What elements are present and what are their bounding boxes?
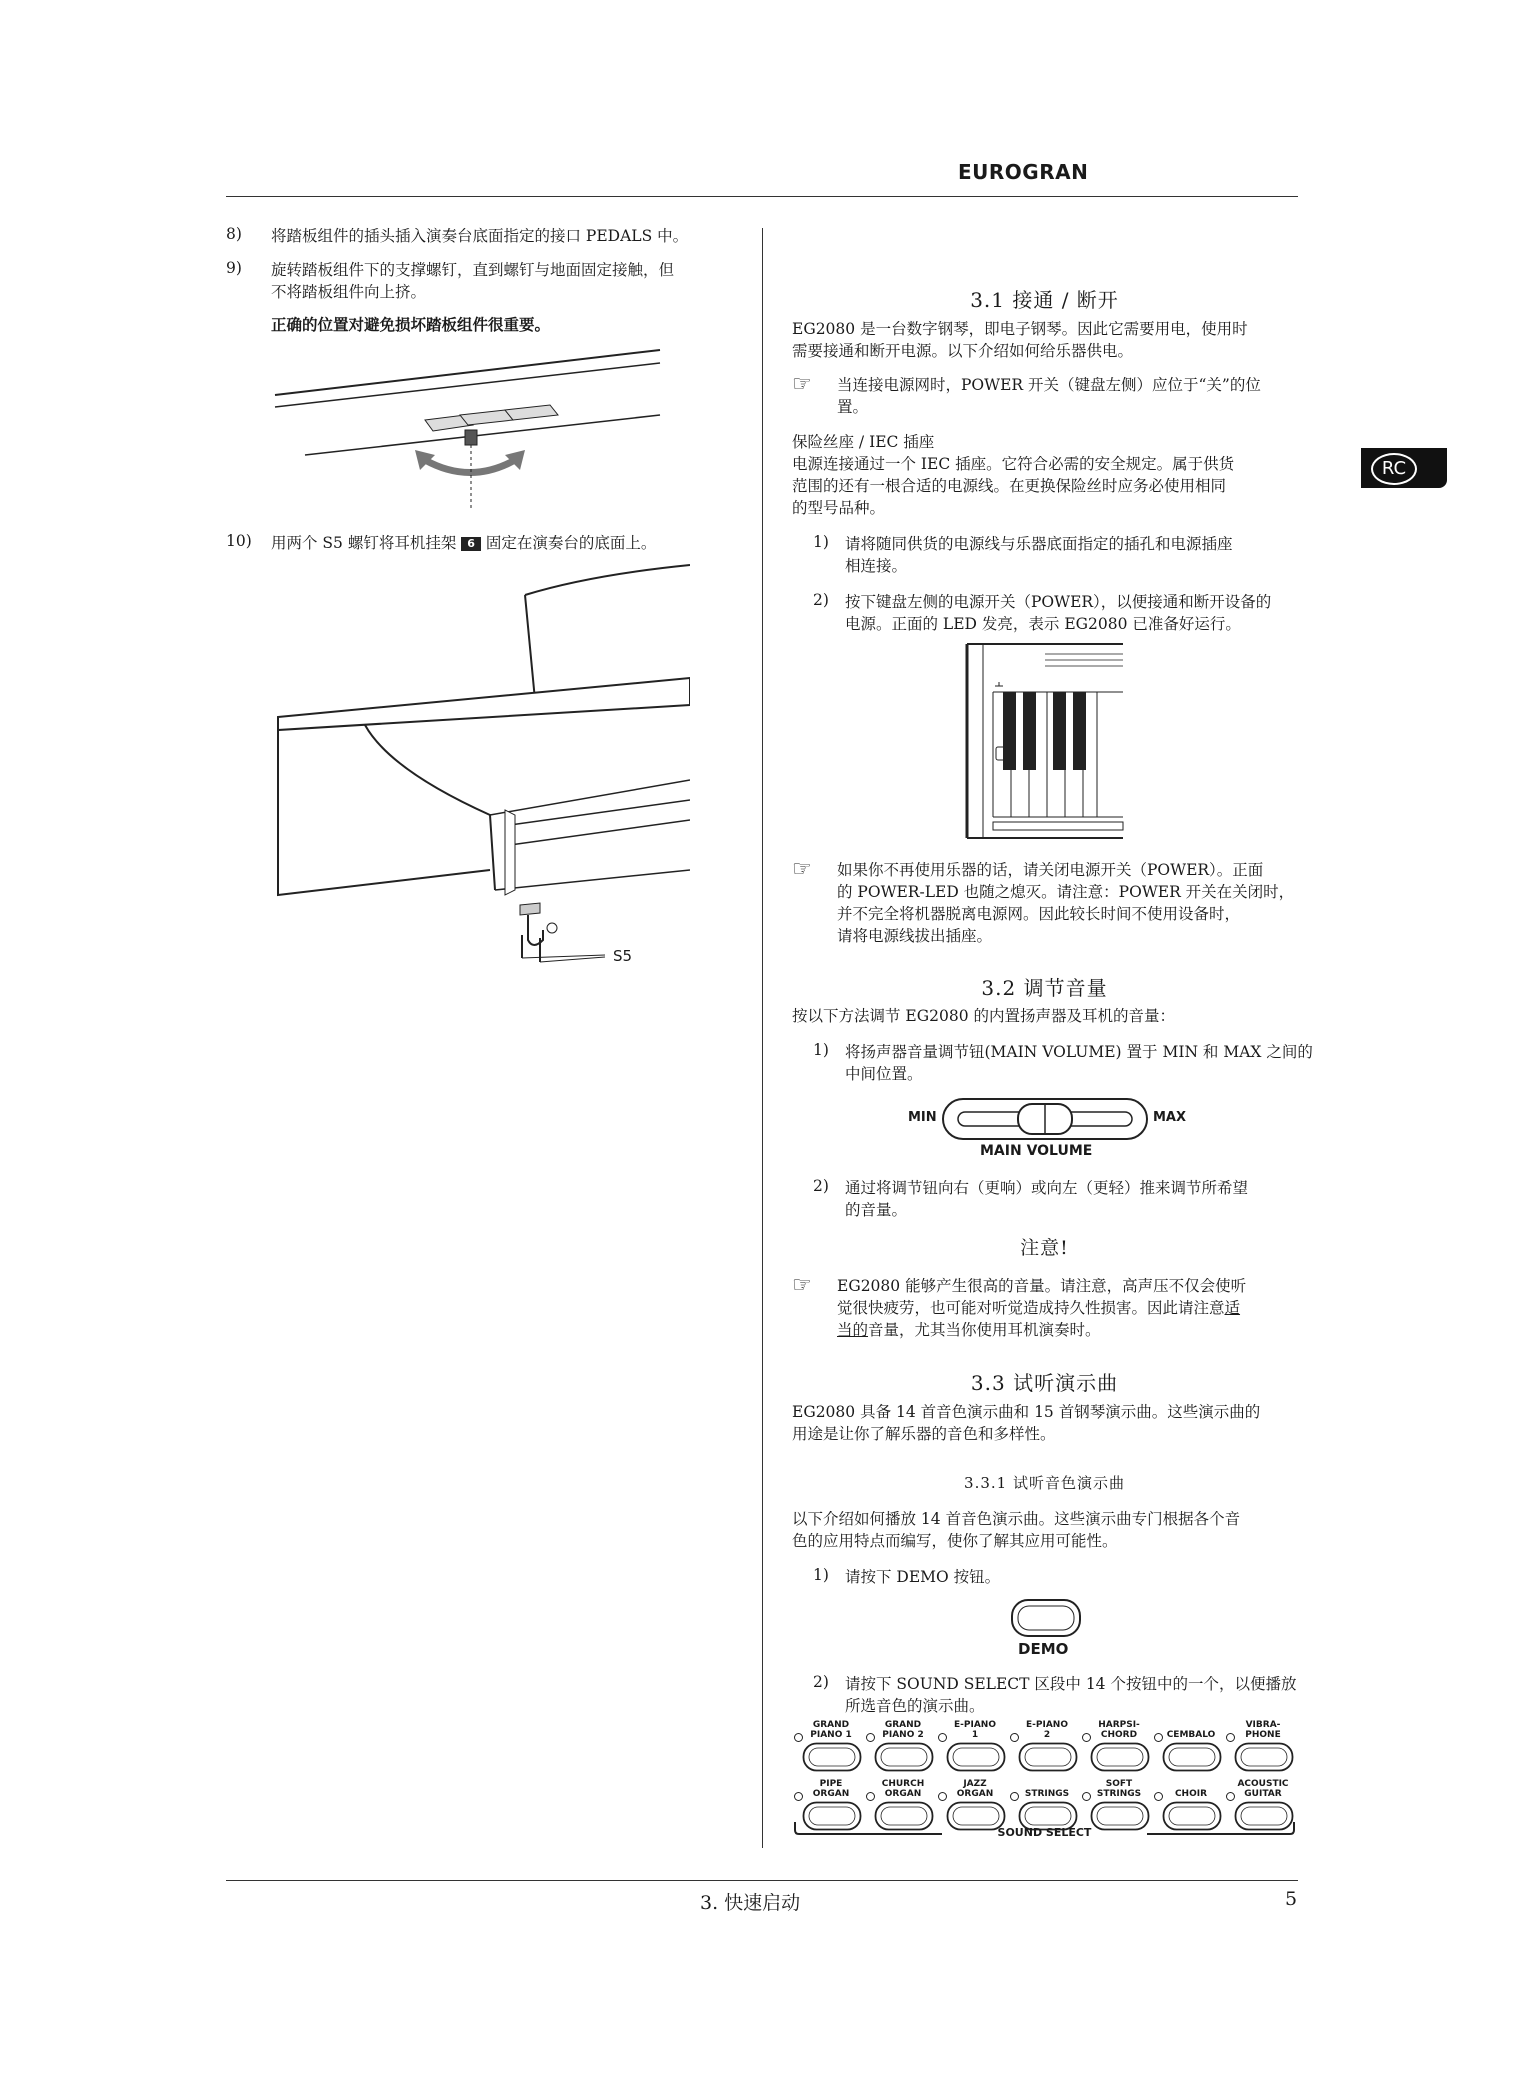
step-number: 10): [226, 532, 252, 550]
step-text: 相连接。: [845, 557, 908, 575]
part-number-badge: 6: [461, 537, 481, 551]
caution-heading: 注意!: [1020, 1237, 1069, 1259]
sound-button-cap[interactable]: [874, 1742, 934, 1772]
section-3-1-title: 3.1 接通 / 断开: [970, 288, 1119, 312]
sound-button-cap[interactable]: [1090, 1742, 1150, 1772]
section-3-2-title: 3.2 调节音量: [981, 976, 1108, 1000]
paragraph: 按以下方法调节 EG2080 的内置扬声器及耳机的音量：: [792, 1007, 1175, 1025]
sound-button-label: ACOUSTIC GUITAR: [1237, 1779, 1289, 1799]
step-text: 请按下 SOUND SELECT 区段中 14 个按钮中的一个，以便播放: [845, 1675, 1297, 1693]
sound-button-label: VIBRA- PHONE: [1245, 1720, 1281, 1740]
demo-button[interactable]: [1010, 1598, 1082, 1638]
sound-button-label: STRINGS: [1024, 1789, 1070, 1799]
step-number: 9): [226, 259, 242, 277]
chapter-title: 3. 快速启动: [700, 1892, 801, 1914]
step-text: 通过将调节钮向右（更响）或向左（更轻）推来调节所希望: [845, 1179, 1249, 1197]
step-text: 中间位置。: [845, 1065, 923, 1083]
note-text: 并不完全将机器脱离电源网。因此较长时间不使用设备时，: [837, 905, 1241, 923]
subheading: 保险丝座 / IEC 插座: [792, 433, 935, 451]
step-number: 8): [226, 225, 242, 243]
main-volume-label: MAIN VOLUME: [980, 1143, 1093, 1159]
paragraph: 需要接通和断开电源。以下介绍如何给乐器供电。: [792, 342, 1134, 360]
paragraph: 范围的还有一根合适的电源线。在更换保险丝时应务必使用相同: [792, 477, 1227, 495]
step-text: 将扬声器音量调节钮(MAIN VOLUME) 置于 MIN 和 MAX 之间的: [845, 1043, 1313, 1061]
caution-text: 当的音量，尤其当你使用耳机演奏时。: [837, 1321, 1101, 1339]
sound-button-label: GRAND PIANO 1: [810, 1720, 852, 1740]
paragraph: 的型号品种。: [792, 499, 886, 517]
sound-button-label: HARPSI- CHORD: [1098, 1720, 1140, 1740]
section-3-3-title: 3.3 试听演示曲: [970, 1371, 1119, 1395]
sound-button-label: E-PIANO 1: [954, 1720, 996, 1740]
sound-button-cap[interactable]: [802, 1742, 862, 1772]
paragraph: 以下介绍如何播放 14 首音色演示曲。这些演示曲专门根据各个音: [792, 1510, 1241, 1528]
headphone-hanger-illustration: [270, 560, 690, 970]
sound-button-cap[interactable]: [946, 1742, 1006, 1772]
step-text: 按下键盘左侧的电源开关（POWER），以便接通和断开设备的: [845, 593, 1272, 611]
sound-button-cap[interactable]: [1162, 1742, 1222, 1772]
step-9-text: 不将踏板组件向上挤。: [271, 283, 427, 301]
pedal-illustration: [270, 345, 670, 515]
brand-logo: EUROGRAN: [958, 160, 1089, 184]
note-text: 请将电源线拔出插座。: [837, 927, 993, 945]
paragraph: 用途是让你了解乐器的音色和多样性。: [792, 1425, 1056, 1443]
sound-button-label: GRAND PIANO 2: [882, 1720, 924, 1740]
step-text: 的音量。: [845, 1201, 908, 1219]
footer-rule: [226, 1880, 1298, 1881]
power-switch-illustration: [965, 642, 1125, 840]
step-number: 2): [813, 1673, 829, 1691]
step-number: 1): [813, 533, 829, 551]
step-number: 1): [813, 1041, 829, 1059]
paragraph: EG2080 是一台数字钢琴，即电子钢琴。因此它需要用电，使用时: [792, 320, 1248, 338]
page-number: 5: [1285, 1888, 1298, 1910]
subsection-title: 3.3.1 试听音色演示曲: [964, 1474, 1125, 1492]
sound-button-label: CEMBALO: [1166, 1730, 1216, 1740]
note-text: 的 POWER-LED 也随之熄灭。请注意：POWER 开关在关闭时，: [837, 883, 1295, 901]
sound-button-label: SOFT STRINGS: [1096, 1779, 1142, 1799]
step-text: 请将随同供货的电源线与乐器底面指定的插孔和电源插座: [845, 535, 1233, 553]
note-text: 如果你不再使用乐器的话，请关闭电源开关（POWER）。正面: [837, 861, 1264, 879]
sound-button-label: CHOIR: [1174, 1789, 1208, 1799]
column-divider: [762, 228, 763, 1848]
step-number: 2): [813, 591, 829, 609]
sound-button-label: PIPE ORGAN: [812, 1779, 850, 1799]
sound-button-label: CHURCH ORGAN: [881, 1779, 925, 1799]
caution-text: 觉很快疲劳，也可能对听觉造成持久性损害。因此请注意适: [837, 1299, 1241, 1317]
note-text: 当连接电源网时，POWER 开关（键盘左侧）应位于“关”的位: [837, 376, 1261, 394]
pointing-hand-icon: ☞: [792, 372, 812, 397]
max-label: MAX: [1153, 1110, 1187, 1125]
step-9-note: 正确的位置对避免损坏踏板组件很重要。: [271, 315, 551, 334]
language-tab: RC: [1361, 448, 1447, 488]
caution-text: EG2080 能够产生很高的音量。请注意，高声压不仅会使听: [837, 1277, 1247, 1295]
step-number: 1): [813, 1566, 829, 1584]
paragraph: 电源连接通过一个 IEC 插座。它符合必需的安全规定。属于供货: [792, 455, 1235, 473]
step-text: 所选音色的演示曲。: [845, 1697, 985, 1715]
sound-button-cap[interactable]: [1234, 1742, 1294, 1772]
paragraph: 色的应用特点而编写，使你了解其应用可能性。: [792, 1532, 1118, 1550]
sound-select-label: SOUND SELECT: [997, 1826, 1092, 1839]
step-text: 电源。正面的 LED 发亮，表示 EG2080 已准备好运行。: [845, 615, 1241, 633]
sound-button-cap[interactable]: [1018, 1742, 1078, 1772]
pointing-hand-icon: ☞: [792, 1273, 812, 1298]
step-8-text: 将踏板组件的插头插入演奏台底面指定的接口 PEDALS 中。: [271, 227, 689, 245]
step-10-text: 用两个 S5 螺钉将耳机挂架 6 固定在演奏台的底面上。: [271, 534, 657, 552]
min-label: MIN: [908, 1110, 937, 1125]
demo-label: DEMO: [1018, 1640, 1069, 1658]
screw-label: S5: [613, 947, 633, 965]
sound-button-label: E-PIANO 2: [1026, 1720, 1068, 1740]
step-number: 2): [813, 1177, 829, 1195]
pointing-hand-icon: ☞: [792, 857, 812, 882]
sound-button-label: JAZZ ORGAN: [956, 1779, 994, 1799]
header-rule: [226, 196, 1298, 197]
main-volume-slider: [940, 1096, 1150, 1142]
step-text: 请按下 DEMO 按钮。: [845, 1568, 1001, 1586]
note-text: 置。: [837, 398, 869, 416]
step-9-text: 旋转踏板组件下的支撑螺钉，直到螺钉与地面固定接触，但: [271, 261, 675, 279]
paragraph: EG2080 具备 14 首音色演示曲和 15 首钢琴演示曲。这些演示曲的: [792, 1403, 1261, 1421]
